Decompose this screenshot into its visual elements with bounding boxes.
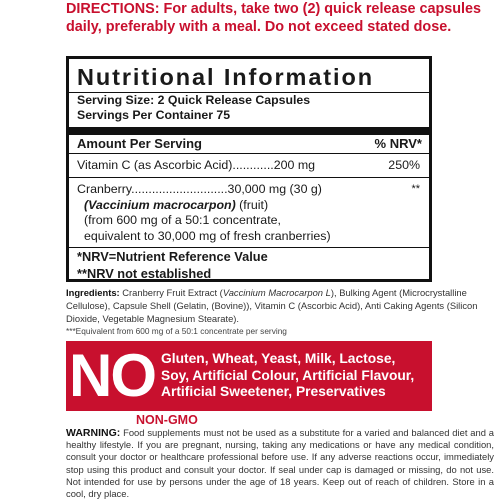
free-from-banner xyxy=(66,341,432,411)
non-gmo-label: NON-GMO xyxy=(136,413,198,427)
free-from-line: Gluten, Wheat, Yeast, Milk, Lactose, xyxy=(161,351,396,367)
cranberry-amount: Cranberry............................30,000 mg (30 g) xyxy=(77,182,322,196)
cranberry-row xyxy=(77,178,422,244)
free-from-line: Artificial Sweetener, Preservatives xyxy=(161,384,386,400)
ingredients-part: ), Bulking Agent (Microcrystalline Cellulose), Capsule Shell (Gelatin, (Bovine)), Vitamin C (Ascorbic Acid), Anti Caking Agents (Silicon Dioxide, Vegetable Magnesium Stearate). xyxy=(66,287,478,324)
warning-body: Food supplements must not be used as a substitute for a varied and balanced diet and a healthy lifestyle. If you are pregnant, nursing, taking any medications or have any medical condition, consult your doctor or healthcare professional before use. If any adverse reactions occur, immediately stop using this product and consult your doctor. If seal under cap is damaged or missing, do not use. Not intended for use by persons under the age of 18 years. Keep out of reach of children. Store in a cool, dry place. xyxy=(66,427,494,500)
nrv-not-established-note: **NRV not established xyxy=(77,266,212,281)
thick-divider xyxy=(69,127,429,135)
warning-label: WARNING: xyxy=(66,427,121,439)
panel-title: Nutritional Information xyxy=(77,64,374,90)
ingredients-latin: Vaccinium Macrocarpon L xyxy=(222,287,331,298)
nrv-header: % NRV* xyxy=(374,136,422,151)
cranberry-equivalent: equivalent to 30,000 mg of fresh cranberries) xyxy=(84,228,331,243)
directions-text: DIRECTIONS: For adults, take two (2) quick release capsules daily, preferably with a meal. Do not exceed stated dose. xyxy=(66,1,482,35)
nrv-note: *NRV=Nutrient Reference Value xyxy=(77,249,268,264)
amount-per-serving-label: Amount Per Serving xyxy=(77,136,202,151)
vitamin-c-row xyxy=(77,154,422,177)
free-from-list xyxy=(161,351,414,401)
nutrition-panel xyxy=(66,56,432,282)
cranberry-part: (fruit) xyxy=(239,197,269,212)
free-from-line: Soy, Artificial Colour, Artificial Flavour, xyxy=(161,367,415,383)
equivalent-note: ***Equivalent from 600 mg of a 50:1 concentrate per serving xyxy=(66,326,287,336)
ingredients-label: Ingredients: xyxy=(66,287,120,298)
vitamin-c-label: Vitamin C (as Ascorbic Acid)............200 mg xyxy=(77,158,316,172)
cranberry-concentrate: (from 600 mg of a 50:1 concentrate, xyxy=(84,213,281,227)
ingredients-part: Cranberry Fruit Extract ( xyxy=(119,287,223,298)
warning-text xyxy=(66,427,494,500)
cranberry-latin-name: (Vaccinium macrocarpon) xyxy=(84,197,236,212)
no-word: NO xyxy=(69,342,155,409)
amount-header-row xyxy=(77,135,422,153)
cranberry-source xyxy=(77,198,422,214)
cranberry-nrv: ** xyxy=(411,183,420,195)
servings-per-container: Servings Per Container 75 xyxy=(77,108,231,122)
vitamin-c-nrv: 250% xyxy=(388,158,420,172)
serving-size: Serving Size: 2 Quick Release Capsules xyxy=(77,93,311,107)
ingredients-text xyxy=(66,286,496,325)
